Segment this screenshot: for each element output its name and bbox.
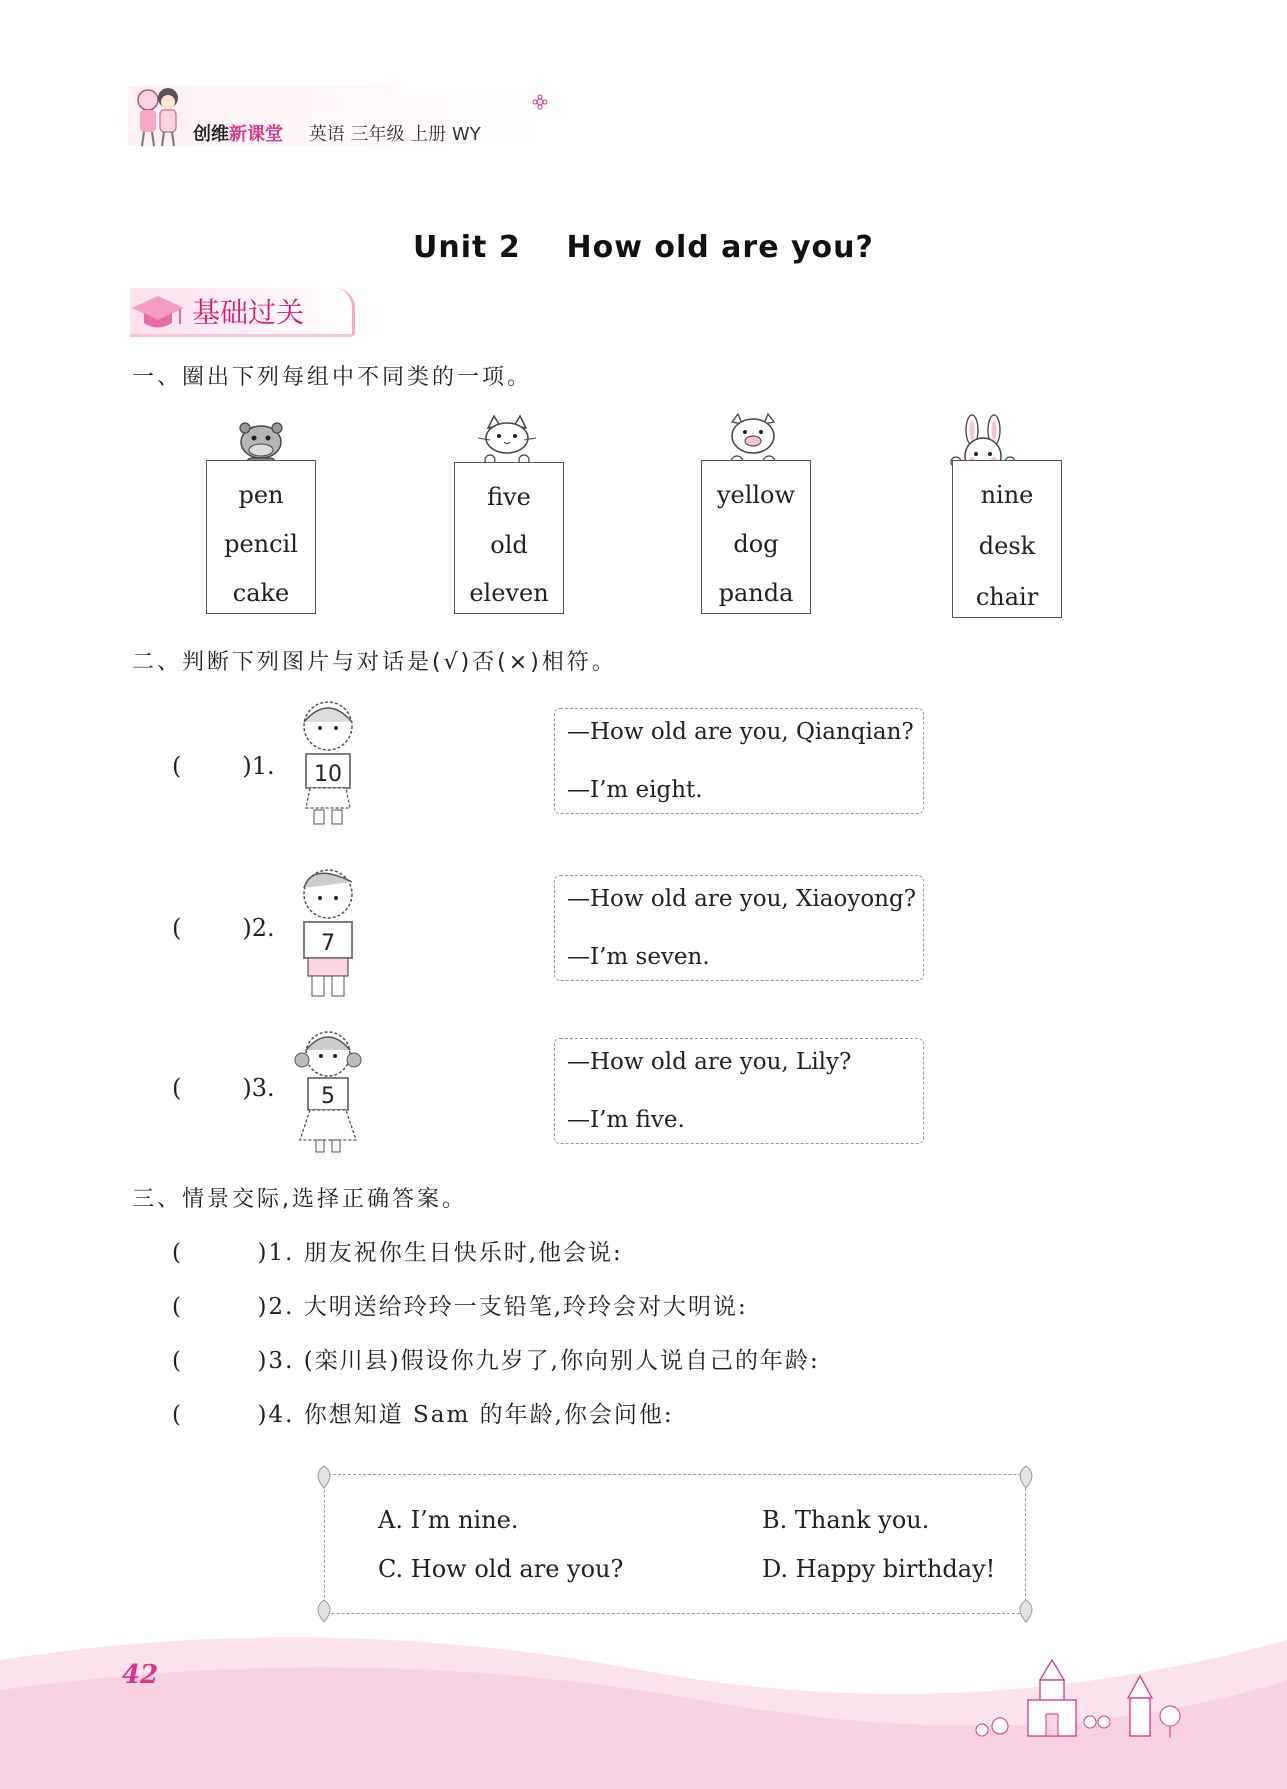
dialog-box-3 xyxy=(554,1038,924,1144)
section-banner-title: 基础过关 xyxy=(192,296,305,329)
dialog-box-1 xyxy=(554,708,924,814)
brand-name-part1: 创维 xyxy=(193,124,229,145)
leaf-ornament-icon xyxy=(306,1462,342,1492)
subject-label: 英语 三年级 上册 WY xyxy=(308,124,481,145)
word-item[interactable]: dog xyxy=(733,530,779,558)
page-number: 42 xyxy=(122,1660,159,1690)
unit-title: Unit 2 How old are you? xyxy=(413,230,874,265)
word-group-1 xyxy=(206,460,316,614)
q2-heading: 二、判断下列图片与对话是(√)否(×)相符。 xyxy=(132,650,617,675)
q1-heading: 一、圈出下列每组中不同类的一项。 xyxy=(132,365,533,390)
header-title xyxy=(193,120,481,146)
word-item[interactable]: cake xyxy=(232,579,290,607)
flower-icon xyxy=(532,94,548,110)
brand-name-part2: 新课堂 xyxy=(229,124,283,145)
scenario-question-1[interactable]: ( )1. 朋友祝你生日快乐时,他会说: xyxy=(172,1240,623,1266)
word-item[interactable]: pencil xyxy=(224,530,298,558)
option-d[interactable]: D. Happy birthday! xyxy=(762,1555,996,1583)
dialog-answer: —I’m eight. xyxy=(567,777,703,803)
word-item[interactable]: pen xyxy=(238,481,284,509)
leaf-ornament-icon xyxy=(1008,1462,1044,1492)
dialog-answer: —I’m five. xyxy=(567,1107,685,1133)
answer-blank-3[interactable]: ( )3. xyxy=(172,1074,275,1102)
dialog-answer: —I’m seven. xyxy=(567,944,710,970)
dialog-box-2 xyxy=(554,875,924,981)
answer-blank-2[interactable]: ( )2. xyxy=(172,914,275,942)
word-item[interactable]: desk xyxy=(978,532,1036,560)
word-group-3 xyxy=(701,460,811,614)
age-sign-number: 7 xyxy=(321,931,335,956)
scenario-question-4[interactable]: ( )4. 你想知道 Sam 的年龄,你会问他: xyxy=(172,1402,674,1428)
age-sign-number: 10 xyxy=(314,762,342,787)
word-item[interactable]: five xyxy=(487,483,531,511)
option-c[interactable]: C. How old are you? xyxy=(378,1555,624,1583)
word-item[interactable]: nine xyxy=(980,481,1034,509)
scenario-question-3[interactable]: ( )3. (栾川县)假设你九岁了,你向别人说自己的年龄: xyxy=(172,1348,820,1374)
age-sign-number: 5 xyxy=(321,1084,335,1109)
girl-holding-sign-icon xyxy=(292,692,364,828)
option-a[interactable]: A. I’m nine. xyxy=(378,1506,519,1534)
kids-mascot-icon xyxy=(128,82,190,150)
word-item[interactable]: old xyxy=(490,531,528,559)
word-item[interactable]: eleven xyxy=(469,579,549,607)
word-item[interactable]: yellow xyxy=(716,481,796,509)
word-item[interactable]: chair xyxy=(975,583,1039,611)
castle-illustration-icon xyxy=(960,1650,1190,1740)
dialog-question: —How old are you, Qianqian? xyxy=(567,719,914,745)
girl-with-pigtails-sign-icon xyxy=(292,1024,364,1156)
answer-blank-1[interactable]: ( )1. xyxy=(172,752,275,780)
dialog-question: —How old are you, Xiaoyong? xyxy=(567,886,917,912)
boy-holding-sign-icon xyxy=(292,858,364,1002)
option-b[interactable]: B. Thank you. xyxy=(762,1506,930,1534)
graduation-cap-icon xyxy=(130,290,186,334)
word-group-4 xyxy=(952,460,1062,618)
dialog-question: —How old are you, Lily? xyxy=(567,1049,852,1075)
word-group-2 xyxy=(454,462,564,614)
word-item[interactable]: panda xyxy=(718,579,794,607)
options-box xyxy=(324,1474,1026,1614)
scenario-question-2[interactable]: ( )2. 大明送给玲玲一支铅笔,玲玲会对大明说: xyxy=(172,1294,748,1320)
q3-heading: 三、情景交际,选择正确答案。 xyxy=(132,1187,467,1212)
